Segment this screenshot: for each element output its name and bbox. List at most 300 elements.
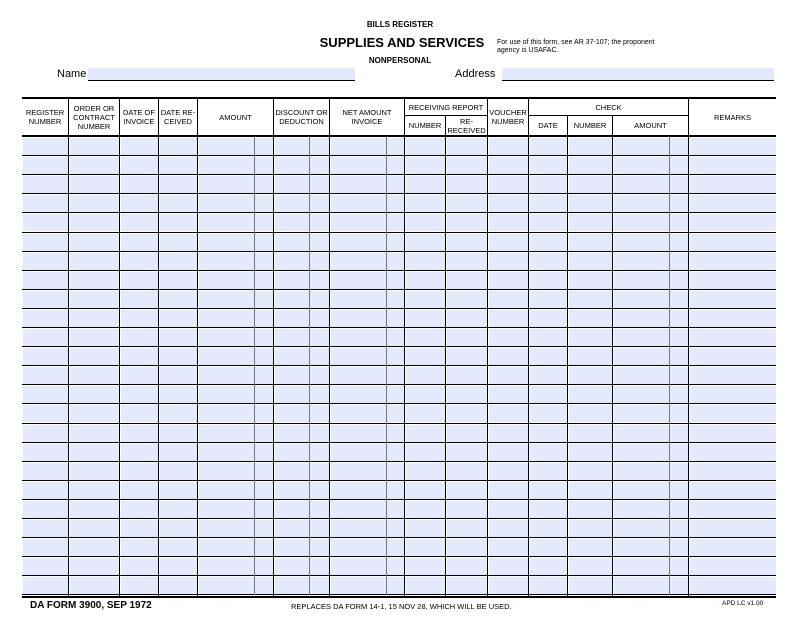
table-cell[interactable] bbox=[70, 348, 119, 365]
table-cell[interactable] bbox=[275, 234, 309, 251]
table-cell[interactable] bbox=[447, 482, 487, 499]
table-cell[interactable] bbox=[331, 405, 386, 422]
table-cell[interactable] bbox=[530, 138, 567, 155]
table-cell[interactable] bbox=[275, 539, 309, 556]
table-cell[interactable] bbox=[406, 329, 445, 346]
table-cell[interactable] bbox=[489, 501, 528, 518]
table-cell[interactable] bbox=[569, 291, 612, 308]
table-cell[interactable] bbox=[530, 463, 567, 480]
table-cell[interactable] bbox=[255, 138, 273, 155]
table-cell[interactable] bbox=[406, 405, 445, 422]
table-cell[interactable] bbox=[255, 176, 273, 193]
table-cell[interactable] bbox=[331, 425, 386, 442]
table-cell[interactable] bbox=[70, 405, 119, 422]
table-cell[interactable] bbox=[530, 291, 567, 308]
table-cell[interactable] bbox=[275, 367, 309, 384]
table-cell[interactable] bbox=[489, 253, 528, 270]
table-cell[interactable] bbox=[569, 501, 612, 518]
table-cell[interactable] bbox=[331, 348, 386, 365]
table-cell[interactable] bbox=[255, 425, 273, 442]
table-cell[interactable] bbox=[614, 501, 669, 518]
table-cell[interactable] bbox=[670, 367, 688, 384]
table-cell[interactable] bbox=[70, 272, 119, 289]
table-cell[interactable] bbox=[255, 539, 273, 556]
table-cell[interactable] bbox=[387, 558, 404, 575]
table-cell[interactable] bbox=[670, 386, 688, 403]
table-cell[interactable] bbox=[310, 520, 329, 537]
table-cell[interactable] bbox=[569, 272, 612, 289]
table-cell[interactable] bbox=[70, 214, 119, 231]
table-cell[interactable] bbox=[387, 386, 404, 403]
table-cell[interactable] bbox=[70, 386, 119, 403]
table-cell[interactable] bbox=[160, 405, 197, 422]
table-cell[interactable] bbox=[614, 425, 669, 442]
table-cell[interactable] bbox=[255, 463, 273, 480]
table-cell[interactable] bbox=[70, 482, 119, 499]
table-cell[interactable] bbox=[406, 386, 445, 403]
table-cell[interactable] bbox=[160, 329, 197, 346]
table-cell[interactable] bbox=[199, 520, 254, 537]
table-cell[interactable] bbox=[160, 482, 197, 499]
table-cell[interactable] bbox=[530, 558, 567, 575]
table-cell[interactable] bbox=[406, 214, 445, 231]
table-cell[interactable] bbox=[199, 291, 254, 308]
table-cell[interactable] bbox=[255, 558, 273, 575]
table-cell[interactable] bbox=[569, 367, 612, 384]
table-cell[interactable] bbox=[447, 405, 487, 422]
table-cell[interactable] bbox=[670, 157, 688, 174]
table-cell[interactable] bbox=[199, 482, 254, 499]
table-cell[interactable] bbox=[160, 291, 197, 308]
table-cell[interactable] bbox=[670, 176, 688, 193]
table-cell[interactable] bbox=[569, 176, 612, 193]
table-cell[interactable] bbox=[160, 444, 197, 461]
table-cell[interactable] bbox=[569, 539, 612, 556]
table-cell[interactable] bbox=[406, 482, 445, 499]
table-cell[interactable] bbox=[489, 195, 528, 212]
table-cell[interactable] bbox=[690, 577, 776, 594]
table-cell[interactable] bbox=[569, 214, 612, 231]
table-cell[interactable] bbox=[275, 157, 309, 174]
table-cell[interactable] bbox=[23, 253, 68, 270]
table-cell[interactable] bbox=[569, 234, 612, 251]
table-cell[interactable] bbox=[275, 501, 309, 518]
table-cell[interactable] bbox=[275, 214, 309, 231]
table-cell[interactable] bbox=[275, 329, 309, 346]
table-cell[interactable] bbox=[489, 157, 528, 174]
table-cell[interactable] bbox=[70, 558, 119, 575]
table-cell[interactable] bbox=[406, 310, 445, 327]
table-cell[interactable] bbox=[447, 329, 487, 346]
table-cell[interactable] bbox=[690, 234, 776, 251]
table-cell[interactable] bbox=[447, 214, 487, 231]
table-cell[interactable] bbox=[387, 291, 404, 308]
table-cell[interactable] bbox=[406, 577, 445, 594]
table-cell[interactable] bbox=[199, 272, 254, 289]
table-cell[interactable] bbox=[530, 405, 567, 422]
table-cell[interactable] bbox=[70, 329, 119, 346]
table-cell[interactable] bbox=[569, 348, 612, 365]
table-cell[interactable] bbox=[160, 157, 197, 174]
table-cell[interactable] bbox=[447, 501, 487, 518]
table-cell[interactable] bbox=[121, 386, 158, 403]
table-cell[interactable] bbox=[70, 234, 119, 251]
table-cell[interactable] bbox=[489, 367, 528, 384]
table-cell[interactable] bbox=[23, 444, 68, 461]
table-cell[interactable] bbox=[70, 138, 119, 155]
table-cell[interactable] bbox=[614, 348, 669, 365]
table-cell[interactable] bbox=[406, 539, 445, 556]
table-cell[interactable] bbox=[670, 501, 688, 518]
table-cell[interactable] bbox=[310, 310, 329, 327]
table-cell[interactable] bbox=[23, 195, 68, 212]
table-cell[interactable] bbox=[160, 425, 197, 442]
table-cell[interactable] bbox=[614, 272, 669, 289]
table-cell[interactable] bbox=[23, 291, 68, 308]
table-cell[interactable] bbox=[690, 272, 776, 289]
table-cell[interactable] bbox=[160, 214, 197, 231]
table-cell[interactable] bbox=[530, 425, 567, 442]
table-cell[interactable] bbox=[331, 539, 386, 556]
table-cell[interactable] bbox=[530, 157, 567, 174]
table-cell[interactable] bbox=[614, 405, 669, 422]
table-cell[interactable] bbox=[387, 310, 404, 327]
table-cell[interactable] bbox=[690, 195, 776, 212]
table-cell[interactable] bbox=[160, 386, 197, 403]
table-cell[interactable] bbox=[199, 558, 254, 575]
table-cell[interactable] bbox=[255, 348, 273, 365]
table-cell[interactable] bbox=[331, 176, 386, 193]
table-cell[interactable] bbox=[70, 367, 119, 384]
table-cell[interactable] bbox=[199, 444, 254, 461]
table-cell[interactable] bbox=[160, 253, 197, 270]
table-cell[interactable] bbox=[255, 405, 273, 422]
table-cell[interactable] bbox=[255, 291, 273, 308]
table-cell[interactable] bbox=[70, 157, 119, 174]
table-cell[interactable] bbox=[569, 138, 612, 155]
table-cell[interactable] bbox=[614, 157, 669, 174]
table-cell[interactable] bbox=[160, 367, 197, 384]
table-cell[interactable] bbox=[160, 176, 197, 193]
table-cell[interactable] bbox=[406, 234, 445, 251]
table-cell[interactable] bbox=[23, 348, 68, 365]
table-cell[interactable] bbox=[255, 386, 273, 403]
table-cell[interactable] bbox=[690, 425, 776, 442]
table-cell[interactable] bbox=[447, 291, 487, 308]
table-cell[interactable] bbox=[569, 310, 612, 327]
table-cell[interactable] bbox=[199, 310, 254, 327]
table-cell[interactable] bbox=[331, 195, 386, 212]
table-cell[interactable] bbox=[70, 539, 119, 556]
table-cell[interactable] bbox=[331, 138, 386, 155]
table-cell[interactable] bbox=[614, 214, 669, 231]
table-cell[interactable] bbox=[331, 482, 386, 499]
table-cell[interactable] bbox=[70, 425, 119, 442]
table-cell[interactable] bbox=[670, 520, 688, 537]
table-cell[interactable] bbox=[406, 272, 445, 289]
table-cell[interactable] bbox=[23, 214, 68, 231]
table-cell[interactable] bbox=[199, 367, 254, 384]
table-cell[interactable] bbox=[670, 253, 688, 270]
table-cell[interactable] bbox=[489, 348, 528, 365]
table-cell[interactable] bbox=[331, 253, 386, 270]
table-cell[interactable] bbox=[70, 253, 119, 270]
table-cell[interactable] bbox=[690, 348, 776, 365]
table-cell[interactable] bbox=[387, 501, 404, 518]
table-cell[interactable] bbox=[387, 234, 404, 251]
table-cell[interactable] bbox=[447, 348, 487, 365]
table-cell[interactable] bbox=[447, 520, 487, 537]
table-cell[interactable] bbox=[530, 253, 567, 270]
table-cell[interactable] bbox=[23, 577, 68, 594]
table-cell[interactable] bbox=[121, 253, 158, 270]
table-cell[interactable] bbox=[489, 138, 528, 155]
table-cell[interactable] bbox=[70, 195, 119, 212]
table-cell[interactable] bbox=[569, 444, 612, 461]
table-cell[interactable] bbox=[121, 195, 158, 212]
table-cell[interactable] bbox=[23, 482, 68, 499]
table-cell[interactable] bbox=[387, 425, 404, 442]
table-cell[interactable] bbox=[160, 577, 197, 594]
table-cell[interactable] bbox=[614, 520, 669, 537]
table-cell[interactable] bbox=[23, 558, 68, 575]
table-cell[interactable] bbox=[614, 577, 669, 594]
table-cell[interactable] bbox=[310, 348, 329, 365]
table-cell[interactable] bbox=[121, 444, 158, 461]
table-cell[interactable] bbox=[70, 463, 119, 480]
table-cell[interactable] bbox=[614, 367, 669, 384]
table-cell[interactable] bbox=[160, 310, 197, 327]
table-cell[interactable] bbox=[199, 329, 254, 346]
table-cell[interactable] bbox=[160, 520, 197, 537]
table-cell[interactable] bbox=[275, 558, 309, 575]
table-cell[interactable] bbox=[275, 195, 309, 212]
table-cell[interactable] bbox=[70, 501, 119, 518]
table-cell[interactable] bbox=[121, 234, 158, 251]
table-cell[interactable] bbox=[670, 272, 688, 289]
table-cell[interactable] bbox=[387, 577, 404, 594]
table-cell[interactable] bbox=[690, 253, 776, 270]
table-cell[interactable] bbox=[530, 272, 567, 289]
table-cell[interactable] bbox=[670, 214, 688, 231]
table-cell[interactable] bbox=[670, 482, 688, 499]
table-cell[interactable] bbox=[614, 195, 669, 212]
table-cell[interactable] bbox=[387, 195, 404, 212]
table-cell[interactable] bbox=[275, 444, 309, 461]
table-cell[interactable] bbox=[489, 463, 528, 480]
table-cell[interactable] bbox=[690, 214, 776, 231]
table-cell[interactable] bbox=[406, 558, 445, 575]
table-cell[interactable] bbox=[690, 558, 776, 575]
table-cell[interactable] bbox=[489, 520, 528, 537]
table-cell[interactable] bbox=[489, 214, 528, 231]
table-cell[interactable] bbox=[569, 520, 612, 537]
table-cell[interactable] bbox=[121, 520, 158, 537]
table-cell[interactable] bbox=[614, 386, 669, 403]
table-cell[interactable] bbox=[121, 558, 158, 575]
table-cell[interactable] bbox=[331, 444, 386, 461]
table-cell[interactable] bbox=[23, 176, 68, 193]
table-cell[interactable] bbox=[275, 482, 309, 499]
table-cell[interactable] bbox=[530, 520, 567, 537]
table-cell[interactable] bbox=[255, 444, 273, 461]
table-cell[interactable] bbox=[569, 157, 612, 174]
table-cell[interactable] bbox=[447, 463, 487, 480]
table-cell[interactable] bbox=[530, 444, 567, 461]
table-cell[interactable] bbox=[23, 234, 68, 251]
table-cell[interactable] bbox=[275, 348, 309, 365]
table-cell[interactable] bbox=[569, 577, 612, 594]
table-cell[interactable] bbox=[690, 539, 776, 556]
table-cell[interactable] bbox=[255, 253, 273, 270]
table-cell[interactable] bbox=[569, 405, 612, 422]
table-cell[interactable] bbox=[387, 405, 404, 422]
table-cell[interactable] bbox=[406, 501, 445, 518]
table-cell[interactable] bbox=[160, 272, 197, 289]
table-cell[interactable] bbox=[530, 195, 567, 212]
table-cell[interactable] bbox=[569, 425, 612, 442]
table-cell[interactable] bbox=[23, 329, 68, 346]
table-cell[interactable] bbox=[310, 195, 329, 212]
table-cell[interactable] bbox=[310, 253, 329, 270]
table-cell[interactable] bbox=[530, 234, 567, 251]
table-cell[interactable] bbox=[23, 138, 68, 155]
table-cell[interactable] bbox=[275, 577, 309, 594]
table-cell[interactable] bbox=[121, 425, 158, 442]
table-cell[interactable] bbox=[489, 310, 528, 327]
table-cell[interactable] bbox=[690, 405, 776, 422]
table-cell[interactable] bbox=[569, 329, 612, 346]
table-cell[interactable] bbox=[199, 386, 254, 403]
table-cell[interactable] bbox=[447, 272, 487, 289]
table-cell[interactable] bbox=[331, 291, 386, 308]
table-cell[interactable] bbox=[670, 310, 688, 327]
table-cell[interactable] bbox=[489, 405, 528, 422]
table-cell[interactable] bbox=[331, 577, 386, 594]
table-cell[interactable] bbox=[275, 272, 309, 289]
table-cell[interactable] bbox=[199, 405, 254, 422]
table-cell[interactable] bbox=[387, 253, 404, 270]
table-cell[interactable] bbox=[690, 291, 776, 308]
table-cell[interactable] bbox=[614, 291, 669, 308]
table-cell[interactable] bbox=[121, 291, 158, 308]
table-cell[interactable] bbox=[160, 539, 197, 556]
table-cell[interactable] bbox=[489, 482, 528, 499]
table-cell[interactable] bbox=[70, 291, 119, 308]
table-cell[interactable] bbox=[690, 310, 776, 327]
table-cell[interactable] bbox=[569, 386, 612, 403]
table-cell[interactable] bbox=[160, 501, 197, 518]
table-cell[interactable] bbox=[447, 195, 487, 212]
table-cell[interactable] bbox=[121, 138, 158, 155]
table-cell[interactable] bbox=[331, 214, 386, 231]
table-cell[interactable] bbox=[310, 234, 329, 251]
table-cell[interactable] bbox=[387, 176, 404, 193]
table-cell[interactable] bbox=[23, 520, 68, 537]
table-cell[interactable] bbox=[23, 405, 68, 422]
table-cell[interactable] bbox=[387, 463, 404, 480]
table-cell[interactable] bbox=[614, 329, 669, 346]
table-cell[interactable] bbox=[670, 463, 688, 480]
table-cell[interactable] bbox=[614, 444, 669, 461]
table-cell[interactable] bbox=[331, 558, 386, 575]
table-cell[interactable] bbox=[23, 310, 68, 327]
table-cell[interactable] bbox=[690, 501, 776, 518]
table-cell[interactable] bbox=[160, 234, 197, 251]
table-cell[interactable] bbox=[447, 157, 487, 174]
table-cell[interactable] bbox=[406, 176, 445, 193]
table-cell[interactable] bbox=[310, 444, 329, 461]
table-cell[interactable] bbox=[489, 425, 528, 442]
table-cell[interactable] bbox=[275, 520, 309, 537]
table-cell[interactable] bbox=[255, 520, 273, 537]
table-cell[interactable] bbox=[121, 176, 158, 193]
table-cell[interactable] bbox=[530, 367, 567, 384]
table-cell[interactable] bbox=[331, 310, 386, 327]
table-cell[interactable] bbox=[23, 425, 68, 442]
name-field[interactable] bbox=[88, 68, 355, 81]
table-cell[interactable] bbox=[199, 577, 254, 594]
table-cell[interactable] bbox=[255, 577, 273, 594]
table-cell[interactable] bbox=[199, 157, 254, 174]
table-cell[interactable] bbox=[387, 138, 404, 155]
table-cell[interactable] bbox=[310, 272, 329, 289]
table-cell[interactable] bbox=[255, 214, 273, 231]
table-cell[interactable] bbox=[614, 138, 669, 155]
table-cell[interactable] bbox=[670, 234, 688, 251]
table-cell[interactable] bbox=[690, 176, 776, 193]
table-cell[interactable] bbox=[569, 195, 612, 212]
table-cell[interactable] bbox=[447, 444, 487, 461]
table-cell[interactable] bbox=[614, 558, 669, 575]
table-cell[interactable] bbox=[447, 577, 487, 594]
table-cell[interactable] bbox=[387, 348, 404, 365]
table-cell[interactable] bbox=[387, 214, 404, 231]
table-cell[interactable] bbox=[275, 310, 309, 327]
table-cell[interactable] bbox=[199, 176, 254, 193]
table-cell[interactable] bbox=[530, 310, 567, 327]
table-cell[interactable] bbox=[489, 291, 528, 308]
table-cell[interactable] bbox=[387, 157, 404, 174]
table-cell[interactable] bbox=[23, 367, 68, 384]
table-cell[interactable] bbox=[489, 539, 528, 556]
table-cell[interactable] bbox=[614, 310, 669, 327]
table-cell[interactable] bbox=[670, 539, 688, 556]
table-cell[interactable] bbox=[387, 367, 404, 384]
table-cell[interactable] bbox=[670, 348, 688, 365]
table-cell[interactable] bbox=[690, 157, 776, 174]
address-field[interactable] bbox=[502, 68, 774, 81]
table-cell[interactable] bbox=[255, 329, 273, 346]
table-cell[interactable] bbox=[310, 138, 329, 155]
table-cell[interactable] bbox=[690, 444, 776, 461]
table-cell[interactable] bbox=[199, 253, 254, 270]
table-cell[interactable] bbox=[199, 138, 254, 155]
table-cell[interactable] bbox=[530, 176, 567, 193]
table-cell[interactable] bbox=[160, 558, 197, 575]
table-cell[interactable] bbox=[447, 367, 487, 384]
table-cell[interactable] bbox=[121, 157, 158, 174]
table-cell[interactable] bbox=[690, 520, 776, 537]
table-cell[interactable] bbox=[387, 539, 404, 556]
table-cell[interactable] bbox=[690, 386, 776, 403]
table-cell[interactable] bbox=[406, 291, 445, 308]
table-cell[interactable] bbox=[530, 577, 567, 594]
table-cell[interactable] bbox=[331, 386, 386, 403]
table-cell[interactable] bbox=[530, 329, 567, 346]
table-cell[interactable] bbox=[310, 176, 329, 193]
table-cell[interactable] bbox=[331, 501, 386, 518]
